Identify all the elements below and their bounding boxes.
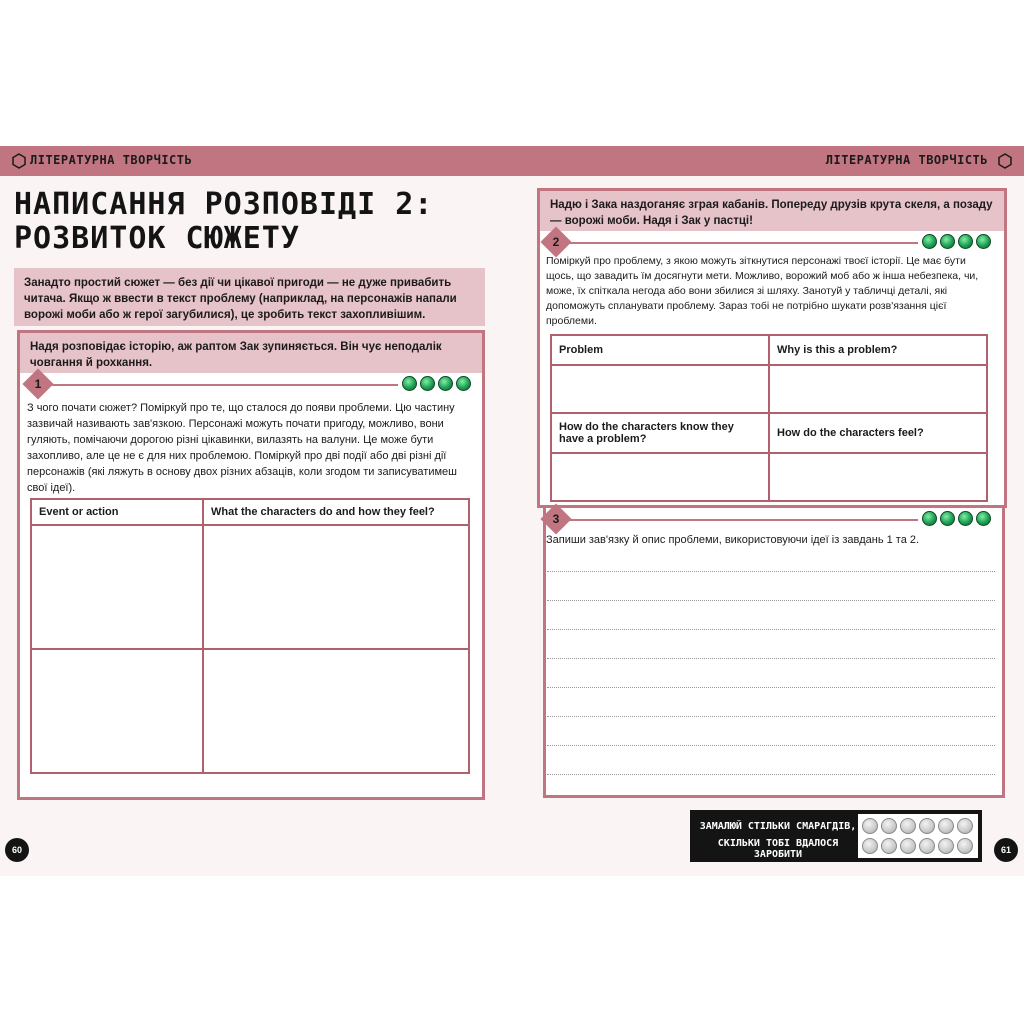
gem-counter-line2: СКІЛЬКИ ТОБІ ВДАЛОСЯ ЗАРОБИТИ xyxy=(717,838,839,860)
task3-panel xyxy=(543,508,1005,798)
task2-text: Поміркуй про проблему, з якою можуть зіткнутися персонажі твоєї історії. Це має бути щось, що завадить їм досягнути мети. Можливо, ворожий моб або ж інша небезпека, чи, може, їх спіткала негода або вони збилися зі шляху. Занотуй у табличці деталі, які допоможуть спланувати проблему. Зараз тобі не потрібно шукати розв'язання цієї проблеми. xyxy=(546,255,979,327)
page-title-line1: НАПИСАННЯ РОЗПОВІДІ 2: xyxy=(14,187,434,222)
table-header-feel: How do the characters feel? xyxy=(769,413,987,453)
writing-line[interactable] xyxy=(547,571,995,572)
emerald-slot-icon[interactable] xyxy=(938,818,954,834)
emerald-slot-icon[interactable] xyxy=(881,838,897,854)
book-spread xyxy=(0,146,1024,876)
emerald-icon xyxy=(958,234,973,249)
writing-line[interactable] xyxy=(547,687,995,688)
emerald-icon xyxy=(958,511,973,526)
table-cell-input[interactable] xyxy=(551,453,769,501)
table-header-know: How do the characters know they have a problem? xyxy=(551,413,769,453)
emerald-slot-icon[interactable] xyxy=(938,838,954,854)
task1-text: З чого почати сюжет? Поміркуй про те, що сталося до появи проблеми. Цю частину зазвичай називають зав'язкою. Персонажі можуть почати пригоду, можливо, вони гуляють, помічаючи дорогою різні цікавинки, вилазять на валуни. Це може бути захопливо, але це не є для них проблемою. Поміркуй про дві події або дві різні дії персонажів (які ляжуть в основу двох різних абзаців, коли згодом ти записуватимеш свої ідеї). xyxy=(27,402,457,494)
section-label-right: ЛІТЕРАТУРНА ТВОРЧІСТЬ xyxy=(825,153,988,167)
task1-gems xyxy=(402,376,471,391)
section-label-left: ЛІТЕРАТУРНА ТВОРЧІСТЬ xyxy=(30,153,193,167)
emerald-slot-icon[interactable] xyxy=(862,838,878,854)
emerald-slot-icon[interactable] xyxy=(957,818,973,834)
section-header-bar xyxy=(0,146,1024,176)
emerald-icon xyxy=(940,234,955,249)
task2-table xyxy=(550,334,988,502)
emerald-icon xyxy=(922,511,937,526)
story-prompt-right: Надю і Зака наздоганяє зграя кабанів. Попереду друзів крута скеля, а позаду — ворожі моби. Надя і Зак у пастці! xyxy=(540,191,1004,231)
emerald-slot-icon[interactable] xyxy=(957,838,973,854)
emerald-icon xyxy=(976,234,991,249)
writing-line[interactable] xyxy=(547,658,995,659)
task2-number: 2 xyxy=(552,235,560,249)
task1-number: 1 xyxy=(34,377,42,391)
writing-line[interactable] xyxy=(547,745,995,746)
writing-line[interactable] xyxy=(547,629,995,630)
page-title-line2: РОЗВИТОК СЮЖЕТУ xyxy=(14,221,300,256)
hexagon-icon xyxy=(998,153,1012,169)
page-number-right: 61 xyxy=(994,838,1018,862)
intro-text: Занадто простий сюжет — без дії чи цікавої пригоди — не дуже привабить читача. Якщо ж ввести в текст проблему (наприклад, на персонажів напали ворожі моби або ж герої загубилися), це зробить текст захопливішим. xyxy=(14,268,485,326)
page-number-left: 60 xyxy=(5,838,29,862)
gem-counter-slots xyxy=(858,814,978,858)
hexagon-icon xyxy=(12,153,26,169)
task1-table xyxy=(30,498,470,774)
emerald-icon xyxy=(976,511,991,526)
task2-gems xyxy=(922,234,991,249)
emerald-icon xyxy=(420,376,435,391)
table-cell-input[interactable] xyxy=(203,649,469,773)
gem-counter-line1: ЗАМАЛЮЙ СТІЛЬКИ СМАРАГДІВ, xyxy=(699,821,857,832)
emerald-icon xyxy=(402,376,417,391)
emerald-slot-icon[interactable] xyxy=(900,818,916,834)
table-header-problem: Problem xyxy=(551,335,769,365)
emerald-icon xyxy=(456,376,471,391)
table-cell-input[interactable] xyxy=(31,525,203,649)
emerald-icon xyxy=(438,376,453,391)
table-cell-input[interactable] xyxy=(769,365,987,413)
emerald-icon xyxy=(922,234,937,249)
page-title xyxy=(14,188,474,256)
task3-number: 3 xyxy=(552,512,560,526)
writing-line[interactable] xyxy=(547,774,995,775)
table-cell-input[interactable] xyxy=(551,365,769,413)
task3-gems xyxy=(922,511,991,526)
table-cell-input[interactable] xyxy=(203,525,469,649)
emerald-slot-icon[interactable] xyxy=(900,838,916,854)
table-header-event: Event or action xyxy=(31,499,203,525)
table-cell-input[interactable] xyxy=(31,649,203,773)
writing-line[interactable] xyxy=(547,716,995,717)
writing-line[interactable] xyxy=(547,600,995,601)
emerald-slot-icon[interactable] xyxy=(881,818,897,834)
table-header-characters: What the characters do and how they feel? xyxy=(203,499,469,525)
table-header-why: Why is this a problem? xyxy=(769,335,987,365)
emerald-icon xyxy=(940,511,955,526)
table-cell-input[interactable] xyxy=(769,453,987,501)
emerald-slot-icon[interactable] xyxy=(862,818,878,834)
story-prompt-left: Надя розповідає історію, аж раптом Зак зупиняється. Він чує неподалік човгання й рохкання. xyxy=(20,333,482,373)
task3-text: Запиши зав'язку й опис проблеми, використовуючи ідеї із завдань 1 та 2. xyxy=(546,534,920,546)
emerald-slot-icon[interactable] xyxy=(919,838,935,854)
emerald-slot-icon[interactable] xyxy=(919,818,935,834)
